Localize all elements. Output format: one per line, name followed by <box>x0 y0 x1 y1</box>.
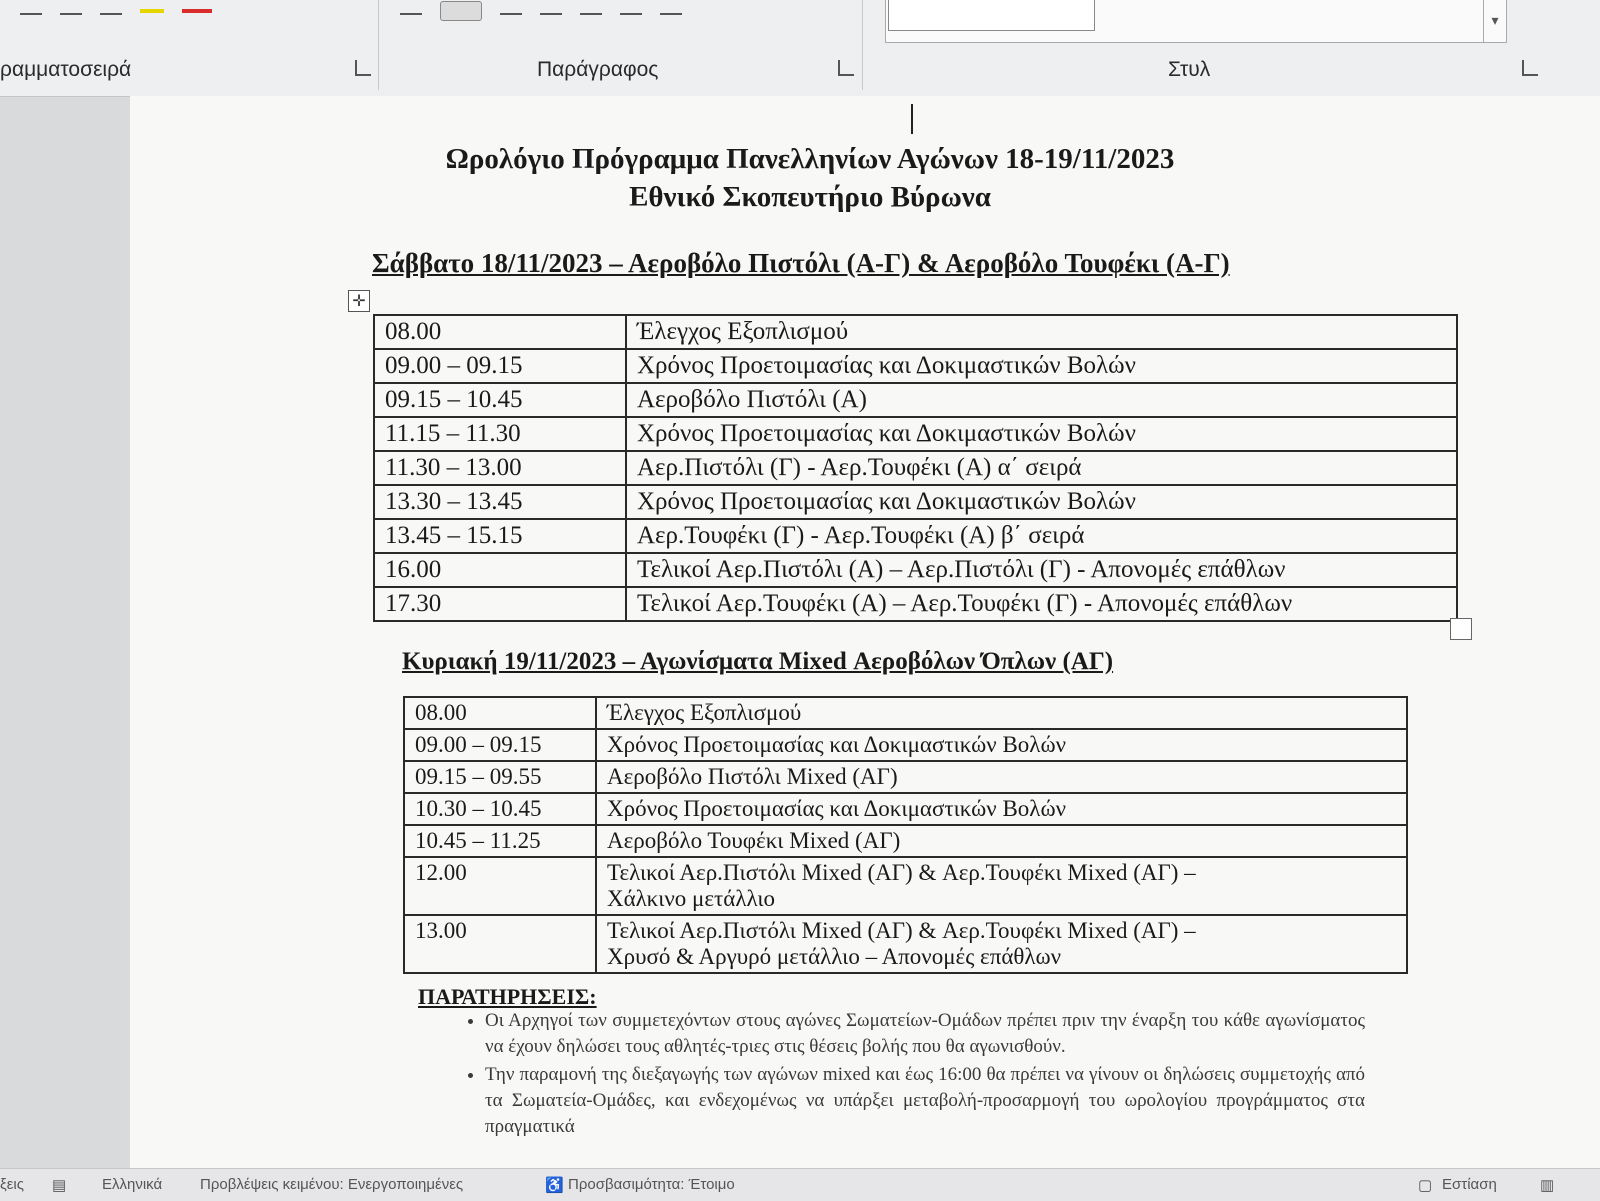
style-preview[interactable] <box>888 0 1095 31</box>
activity-cell: Χρόνος Προετοιμασίας και Δοκιμαστικών Βολών <box>626 417 1457 451</box>
table-row <box>374 315 1457 349</box>
highlight-color-icon[interactable] <box>140 9 164 13</box>
time-cell: 10.30 – 10.45 <box>404 793 596 825</box>
activity-cell: Αερ.Πιστόλι (Γ) - Αερ.Τουφέκι (Α) α΄ σειρά <box>626 451 1457 485</box>
time-cell: 09.00 – 09.15 <box>374 349 626 383</box>
align-center-icon[interactable] <box>440 1 482 21</box>
activity-text: Τελικοί Αερ.Πιστόλι Mixed (ΑΓ) & Αερ.Τουφέκι Mixed (ΑΓ) – <box>607 860 1196 885</box>
activity-cell: Αερ.Τουφέκι (Γ) - Αερ.Τουφέκι (Α) β΄ σειρά <box>626 519 1457 553</box>
paragraph-tools <box>400 0 682 22</box>
focus-mode-button[interactable]: Εστίαση <box>1442 1176 1497 1193</box>
styles-dialog-launcher-icon[interactable] <box>1522 60 1538 76</box>
activity-cell <box>596 825 1407 857</box>
saturday-schedule-table[interactable] <box>373 314 1458 622</box>
activity-cell: Χρόνος Προετοιμασίας και Δοκιμαστικών Βολών <box>626 485 1457 519</box>
justify-icon[interactable] <box>540 7 562 15</box>
table-row <box>404 793 1407 825</box>
saturday-heading: Σάββατο 18/11/2023 – Αεροβόλο Πιστόλι (Α-Γ) & Αεροβόλο Τουφέκι (Α-Γ) <box>372 248 1230 278</box>
table-row <box>404 761 1407 793</box>
accessibility-status[interactable]: Προσβασιμότητα: Έτοιμο <box>568 1176 735 1193</box>
time-cell: 09.15 – 10.45 <box>374 383 626 417</box>
ribbon-separator <box>378 0 379 90</box>
activity-text: Τελικοί Αερ.Πιστόλι Mixed (ΑΓ) & Αερ.Τουφέκι Mixed (ΑΓ) – <box>607 918 1196 943</box>
font-color-icon[interactable] <box>182 9 212 13</box>
focus-icon[interactable]: ▢ <box>1418 1177 1433 1194</box>
paragraph-group-label: Παράγραφος <box>537 58 659 81</box>
table-row <box>404 825 1407 857</box>
subscript-icon[interactable] <box>20 7 42 15</box>
time-cell: 17.30 <box>374 587 626 621</box>
activity-cell: Αεροβόλο Πιστόλι (Α) <box>626 383 1457 417</box>
time-cell: 16.00 <box>374 553 626 587</box>
shading-icon[interactable] <box>620 7 642 15</box>
table-row <box>404 857 1407 915</box>
table-row <box>374 383 1457 417</box>
activity-cell: Τελικοί Αερ.Πιστόλι (Α) – Αερ.Πιστόλι (Γ) - Απονομές επάθλων <box>626 553 1457 587</box>
table-row <box>404 697 1407 729</box>
activity-cell <box>596 697 1407 729</box>
activity-cell: Έλεγχος Εξοπλισμού <box>626 315 1457 349</box>
sunday-heading: Κυριακή 19/11/2023 – Αγωνίσματα Mixed Αεροβόλων Όπλων (ΑΓ) <box>402 648 1114 675</box>
time-cell: 09.15 – 09.55 <box>404 761 596 793</box>
styles-group-label: Στυλ <box>1168 58 1211 81</box>
time-cell: 08.00 <box>404 697 596 729</box>
clear-format-icon[interactable] <box>60 7 82 15</box>
activity-text: Χρόνος Προετοιμασίας και Δοκιμαστικών Βολών <box>607 796 1066 821</box>
ribbon-separator <box>862 0 863 90</box>
accessibility-icon[interactable]: ♿ <box>545 1177 564 1194</box>
activity-cell <box>596 729 1407 761</box>
table-row <box>374 451 1457 485</box>
list-item: • Την παραμονή της διεξαγωγής των αγώνων mixed και έως 16:00 θα πρέπει να γίνουν οι δηλώσεις συμμετοχής από τα Σωματεία-Ομάδες, και ενδεχομένως να υπάρξει μεταβολή-προσαρμογή του ωρολογίου προγράμματος στα πραγματικά <box>485 1062 1365 1140</box>
word-count[interactable]: ξεις <box>0 1176 24 1193</box>
styles-gallery[interactable] <box>885 0 1507 43</box>
table-row <box>404 729 1407 761</box>
time-cell: 13.45 – 15.15 <box>374 519 626 553</box>
activity-cell: Χρόνος Προετοιμασίας και Δοκιμαστικών Βολών <box>626 349 1457 383</box>
font-dialog-launcher-icon[interactable] <box>355 60 371 76</box>
time-cell: 11.15 – 11.30 <box>374 417 626 451</box>
proofing-icon[interactable]: ▤ <box>52 1177 67 1194</box>
font-group-label: ραμματοσειρά <box>0 58 132 81</box>
text-predictions-status[interactable]: Προβλέψεις κειμένου: Ενεργοποιημένες <box>200 1176 464 1193</box>
table-row <box>404 915 1407 973</box>
table-row <box>374 587 1457 621</box>
table-row <box>374 485 1457 519</box>
activity-text-line2: Χάλκινο μετάλλιο <box>607 886 776 911</box>
activity-cell <box>596 793 1407 825</box>
list-item: • Οι Αρχηγοί των συμμετεχόντων στους αγώνες Σωματείων-Ομάδων πρέπει πριν την έναρξη του κάθε αγωνίσματος να έχουν δηλώσει τους αθλητές-τριες στις θέσεις βολής που θα αγωνισθούν. <box>485 1008 1365 1060</box>
text-cursor <box>911 104 913 134</box>
time-cell: 12.00 <box>404 857 596 915</box>
read-mode-icon[interactable]: ▥ <box>1540 1177 1555 1194</box>
activity-cell <box>596 915 1407 973</box>
font-tools <box>20 0 212 22</box>
align-left-icon[interactable] <box>400 7 422 15</box>
ribbon <box>0 0 1600 97</box>
table-row <box>374 417 1457 451</box>
table-resize-handle[interactable] <box>1450 618 1472 640</box>
borders-icon[interactable] <box>660 7 682 15</box>
activity-text: Αεροβόλο Πιστόλι Mixed (ΑΓ) <box>607 764 898 789</box>
document-title: Ωρολόγιο Πρόγραμμα Πανελληνίων Αγώνων 18-19/11/2023 <box>445 143 1175 175</box>
activity-text: Αεροβόλο Τουφέκι Mixed (ΑΓ) <box>607 828 901 853</box>
time-cell: 13.00 <box>404 915 596 973</box>
time-cell: 11.30 – 13.00 <box>374 451 626 485</box>
activity-cell: Τελικοί Αερ.Τουφέκι (Α) – Αερ.Τουφέκι (Γ) - Απονομές επάθλων <box>626 587 1457 621</box>
time-cell: 13.30 – 13.45 <box>374 485 626 519</box>
table-row <box>374 349 1457 383</box>
activity-cell <box>596 857 1407 915</box>
activity-text: Χρόνος Προετοιμασίας και Δοκιμαστικών Βολών <box>607 732 1066 757</box>
status-bar <box>0 1168 1600 1201</box>
table-move-handle-icon[interactable]: ✛ <box>348 290 370 312</box>
table-row <box>374 519 1457 553</box>
sunday-schedule-table[interactable] <box>403 696 1408 974</box>
line-spacing-icon[interactable] <box>580 7 602 15</box>
document-subtitle: Εθνικό Σκοπευτήριο Βύρωνα <box>629 181 991 213</box>
time-cell: 10.45 – 11.25 <box>404 825 596 857</box>
activity-cell <box>596 761 1407 793</box>
align-right-icon[interactable] <box>500 7 522 15</box>
text-effects-icon[interactable] <box>100 7 122 15</box>
table-row <box>374 553 1457 587</box>
activity-text-line2: Χρυσό & Αργυρό μετάλλιο – Απονομές επάθλων <box>607 944 1062 969</box>
notes-list <box>465 1008 1365 1142</box>
language-indicator[interactable]: Ελληνικά <box>102 1176 163 1193</box>
document-page[interactable] <box>130 96 1600 1168</box>
paragraph-dialog-launcher-icon[interactable] <box>838 60 854 76</box>
styles-more-icon[interactable]: ▾ <box>1483 0 1506 42</box>
activity-text: Έλεγχος Εξοπλισμού <box>607 700 802 725</box>
time-cell: 09.00 – 09.15 <box>404 729 596 761</box>
time-cell: 08.00 <box>374 315 626 349</box>
notes-title: ΠΑΡΑΤΗΡΗΣΕΙΣ: <box>418 984 597 1009</box>
